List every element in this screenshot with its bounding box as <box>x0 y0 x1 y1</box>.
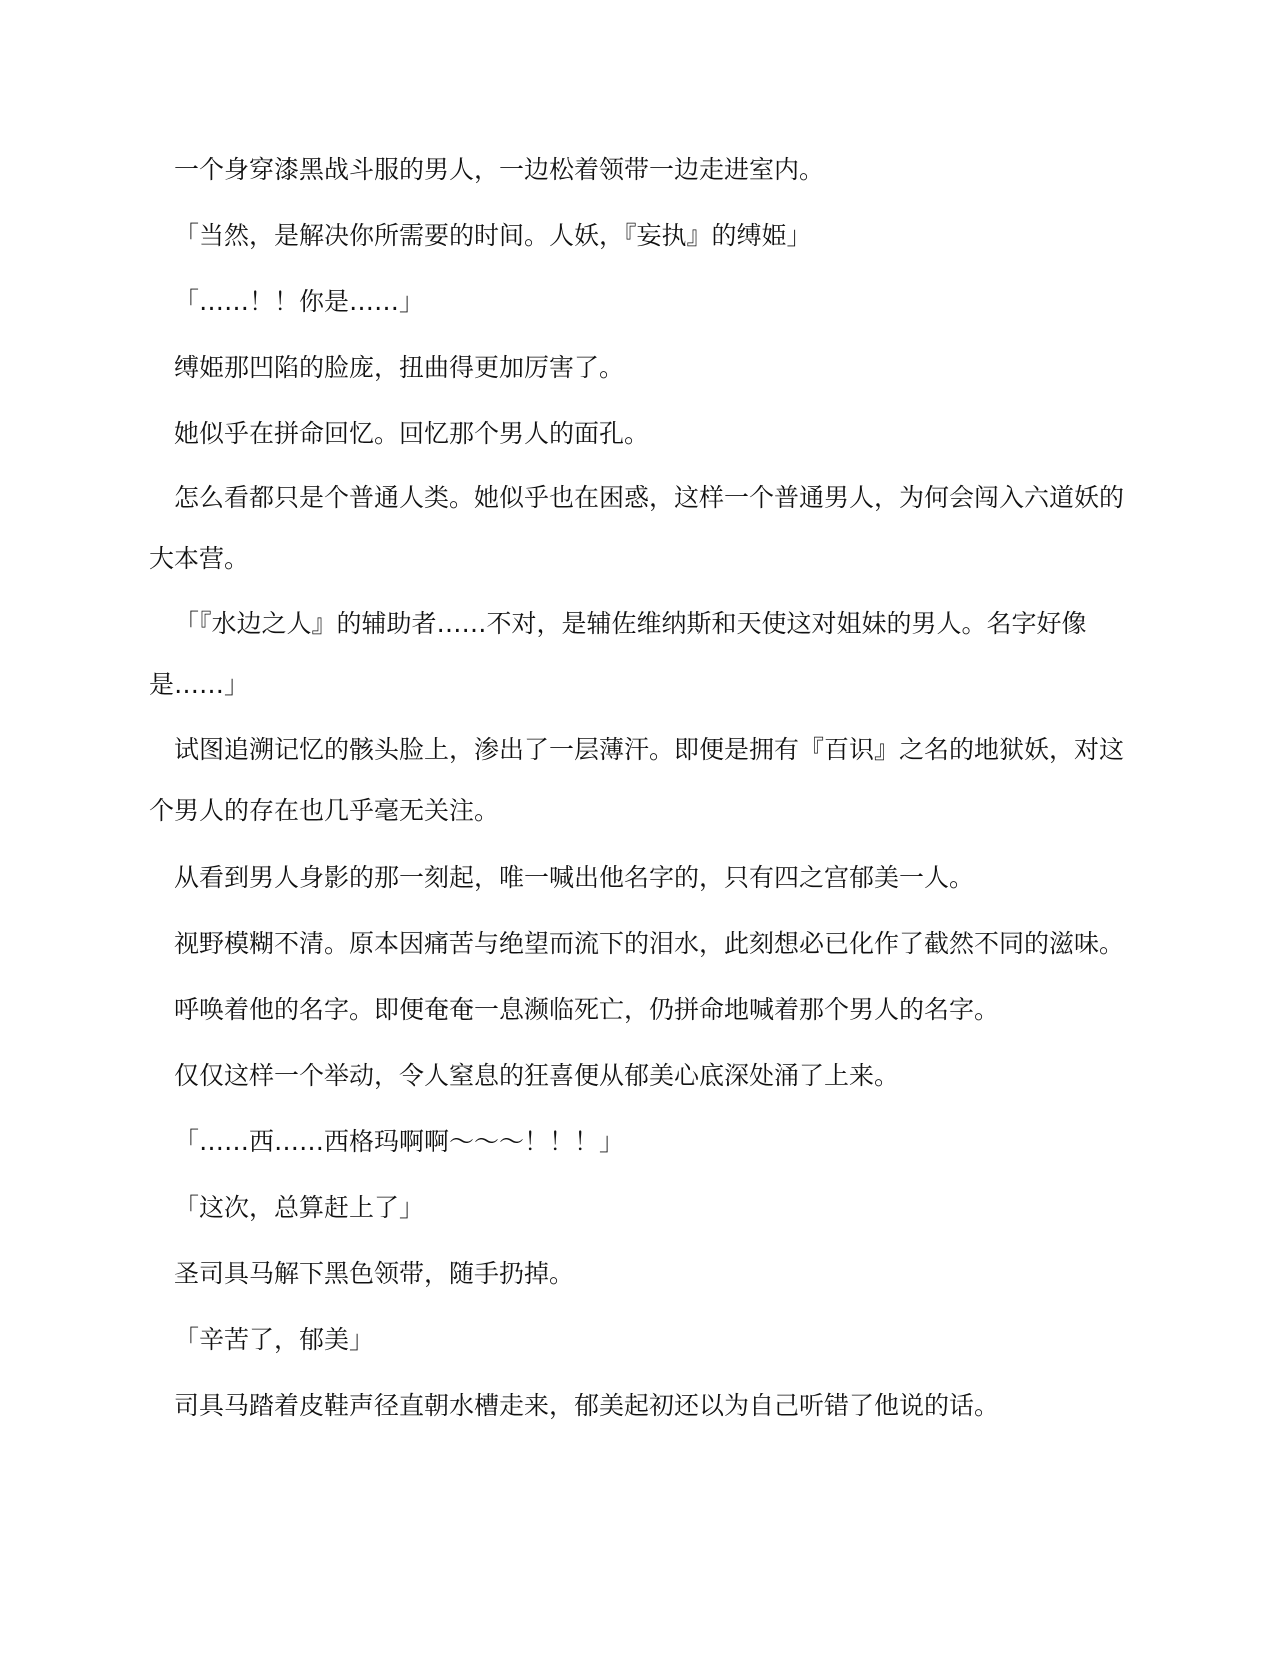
paragraph: 从看到男人身影的那一刻起，唯一喊出他名字的，只有四之宫郁美一人。 <box>174 863 975 892</box>
paragraph: 司具马踏着皮鞋声径直朝水槽走来，郁美起初还以为自己听错了他说的话。 <box>174 1391 1000 1420</box>
paragraph: 呼唤着他的名字。即便奄奄一息濒临死亡，仍拼命地喊着那个男人的名字。 <box>174 995 1000 1024</box>
paragraph: 仅仅这样一个举动，令人窒息的狂喜便从郁美心底深处涌了上来。 <box>174 1061 900 1090</box>
paragraph: 缚姫那凹陷的脸庞，扭曲得更加厉害了。 <box>174 353 625 382</box>
paragraph: 一个身穿漆黑战斗服的男人，一边松着领带一边走进室内。 <box>174 155 825 184</box>
paragraph: 圣司具马解下黑色领带，随手扔掉。 <box>174 1259 575 1288</box>
paragraph: 怎么看都只是个普通人类。她似乎也在困惑，这样一个普通男人，为何会闯入六道妖的大本营。 <box>149 483 1125 573</box>
paragraph: 「这次，总算赶上了」 <box>174 1193 425 1222</box>
paragraph: 她似乎在拼命回忆。回忆那个男人的面孔。 <box>174 419 650 448</box>
paragraph: 「……西……西格玛啊啊～～～！！！」 <box>174 1127 625 1156</box>
paragraph: 「辛苦了，郁美」 <box>174 1325 375 1354</box>
document-page <box>149 137 1131 1439</box>
paragraph: 「当然，是解决你所需要的时间。人妖，『妄执』的缚姫」 <box>174 221 812 250</box>
paragraph: 「……！！你是……」 <box>174 287 425 316</box>
paragraph: 「『水边之人』的辅助者……不对，是辅佐维纳斯和天使这对姐妹的男人。名字好像是……」 <box>149 609 1087 699</box>
paragraph: 视野模糊不清。原本因痛苦与绝望而流下的泪水，此刻想必已化作了截然不同的滋味。 <box>174 929 1125 958</box>
paragraph: 试图追溯记忆的骸头脸上，渗出了一层薄汗。即便是拥有『百识』之名的地狱妖，对这个男人的存在也几乎毫无关注。 <box>149 735 1125 825</box>
